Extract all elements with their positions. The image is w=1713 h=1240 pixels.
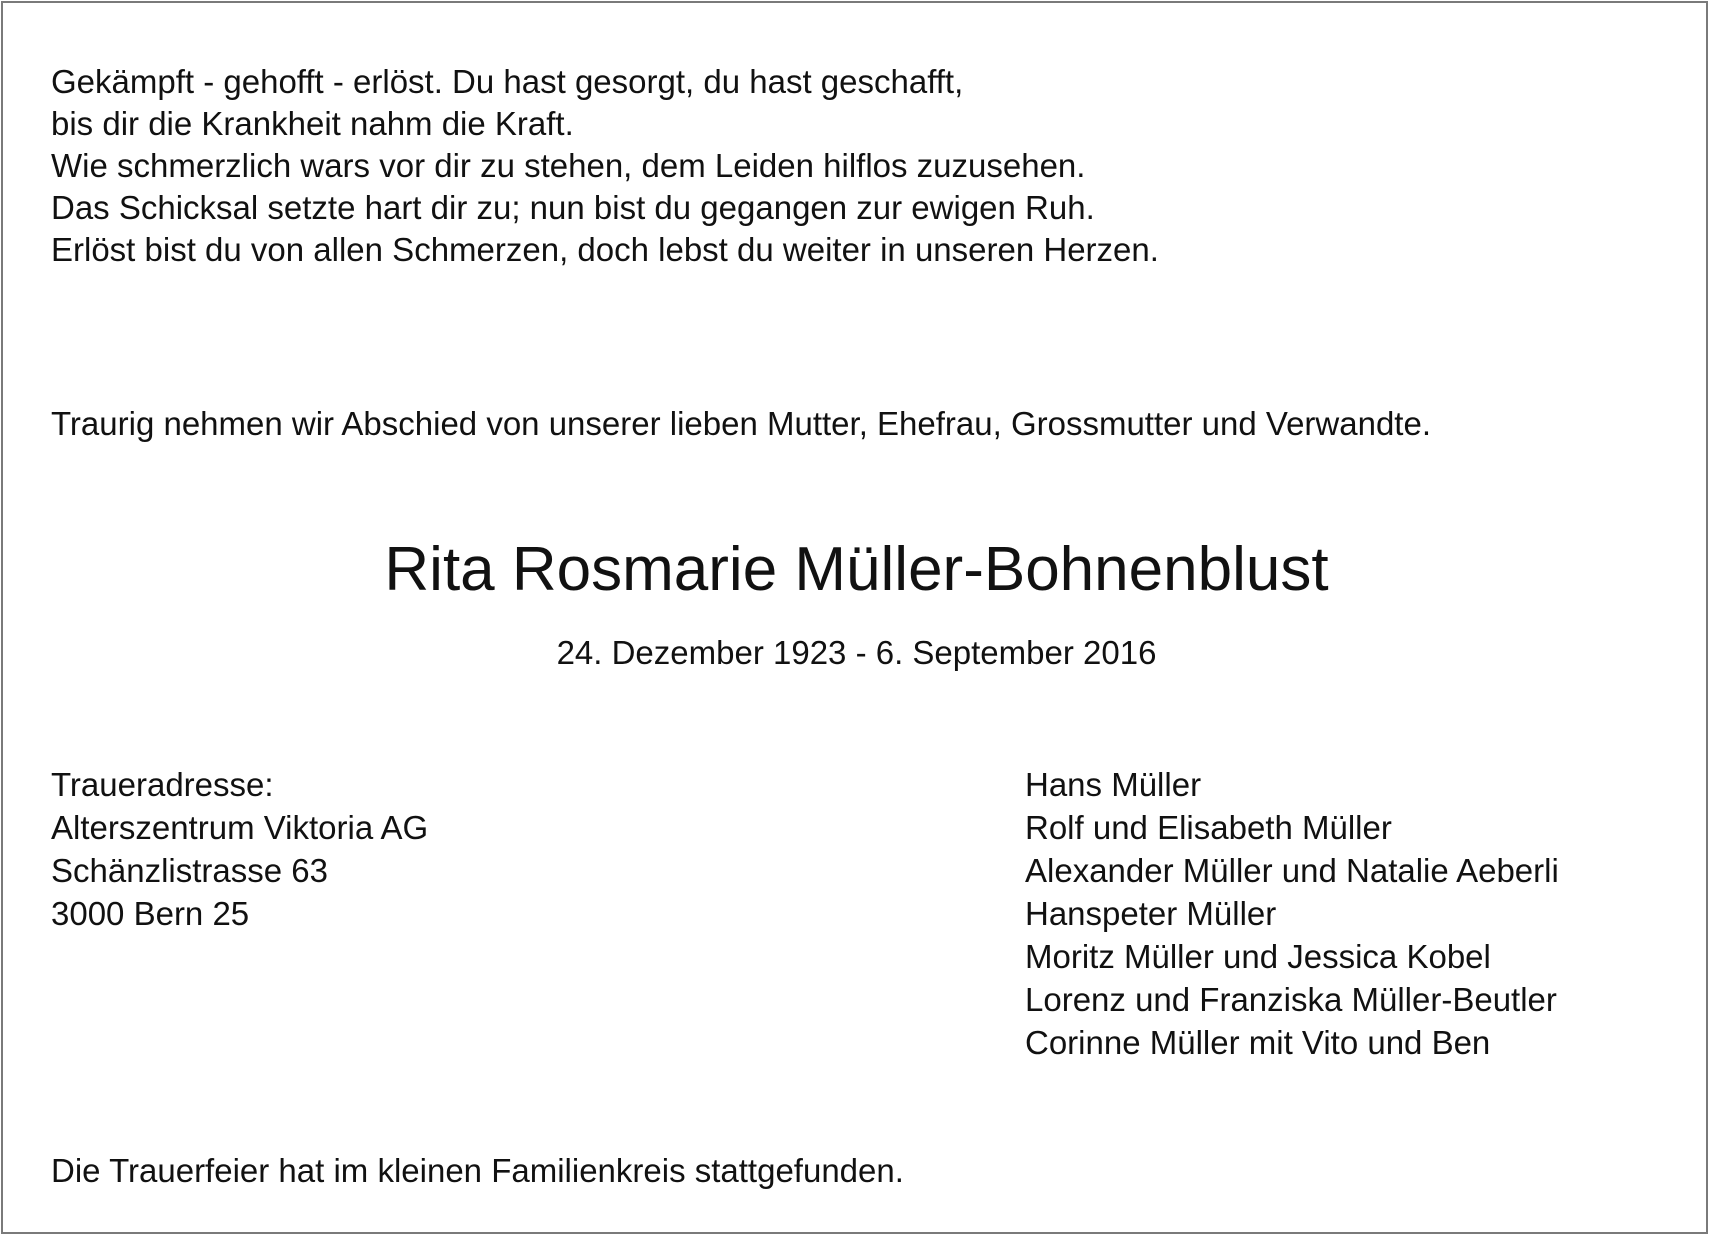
address-line: Alterszentrum Viktoria AG [51, 809, 429, 846]
poem-line: Gekämpft - gehofft - erlöst. Du hast gesorgt, du hast geschafft, [51, 63, 964, 100]
mourner-entry: Hanspeter Müller [1025, 895, 1277, 932]
obituary-notice [1, 1, 1708, 1234]
address-label: Traueradresse: [51, 766, 274, 803]
farewell-intro: Traurig nehmen wir Abschied von unserer lieben Mutter, Ehefrau, Grossmutter und Verwandte. [51, 405, 1431, 442]
mourner-entry: Corinne Müller mit Vito und Ben [1025, 1024, 1491, 1061]
mourner-entry: Moritz Müller und Jessica Kobel [1025, 938, 1491, 975]
deceased-name: Rita Rosmarie Müller-Bohnenblust [384, 535, 1329, 604]
poem-line: bis dir die Krankheit nahm die Kraft. [51, 105, 574, 142]
mourner-entry: Rolf und Elisabeth Müller [1025, 809, 1392, 846]
mourners-list [1025, 763, 1559, 1064]
poem-line: Wie schmerzlich wars vor dir zu stehen, dem Leiden hilflos zuzusehen. [51, 147, 1086, 184]
address-line: 3000 Bern 25 [51, 895, 250, 932]
mourner-entry: Lorenz und Franziska Müller-Beutler [1025, 981, 1557, 1018]
funeral-note: Die Trauerfeier hat im kleinen Familienkreis stattgefunden. [51, 1152, 904, 1189]
mourning-address [51, 763, 428, 935]
address-line: Schänzlistrasse 63 [51, 852, 328, 889]
mourner-entry: Hans Müller [1025, 766, 1202, 803]
poem-line: Erlöst bist du von allen Schmerzen, doch lebst du weiter in unseren Herzen. [51, 231, 1159, 268]
poem [51, 61, 1159, 271]
life-dates: 24. Dezember 1923 - 6. September 2016 [556, 634, 1157, 671]
poem-line: Das Schicksal setzte hart dir zu; nun bist du gegangen zur ewigen Ruh. [51, 189, 1095, 226]
mourner-entry: Alexander Müller und Natalie Aeberli [1025, 852, 1559, 889]
